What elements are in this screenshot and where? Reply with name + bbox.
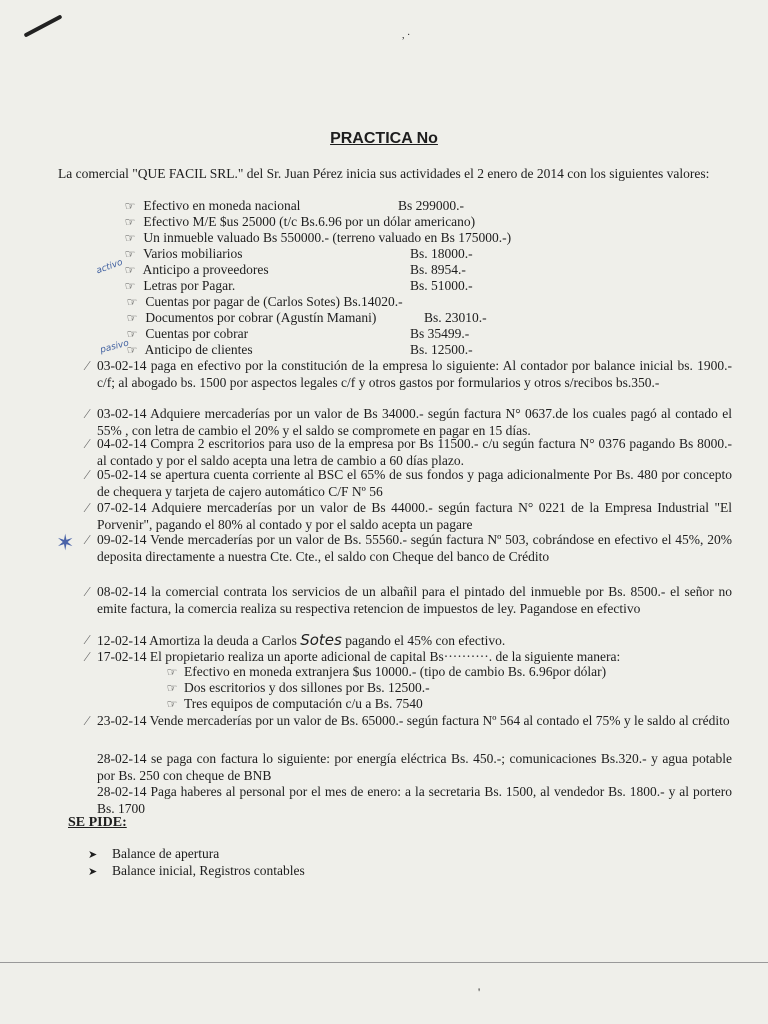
capital-item: ☞ Efectivo en moneda extranjera $us 10000.- (tipo de cambio Bs. 6.96por dólar) [160, 664, 606, 680]
pointing-hand-icon: ☞ [166, 697, 178, 711]
asset-item: ☞ Anticipo a proveedores Bs. 8954.- [120, 262, 269, 278]
pointing-hand-icon: ☞ [126, 311, 138, 325]
requirement-item: ➤ Balance de apertura [88, 846, 220, 861]
asset-item: ☞ Documentos por cobrar (Agustín Mamani) Bs. 23010.- [122, 310, 376, 326]
pointing-hand-icon: ☞ [126, 343, 138, 357]
margin-note: pasivo [99, 338, 131, 356]
page-edge-line [0, 962, 768, 963]
journal-entry: 28-02-14 Paga haberes al personal por el mes de enero: a la secretaria Bs. 1500, al vendedor Bs. 1800.- y al portero Bs. 1700 [97, 784, 732, 816]
journal-entry: ∕ 04-02-14 Compra 2 escritorios para uso de la empresa por Bs 11500.- c/u según factura N° 0376 pagando Bs 8000.- al contado y por el saldo acepta una letra de cambio a 60 días plazo. [86, 436, 732, 468]
journal-entry: 28-02-14 se paga con factura lo siguiente: por energía eléctrica Bs. 450.-; comunicaciones Bs.320.- y agua potable por Bs. 250 con cheque de BNB [97, 751, 732, 783]
pointing-hand-icon: ☞ [166, 665, 178, 679]
asset-item: ☞ Varios mobiliarios Bs. 18000.- [120, 246, 243, 262]
pointing-hand-icon: ☞ [124, 279, 136, 293]
requirement-item: ➤ Balance inicial, Registros contables [88, 863, 305, 878]
capital-item: ☞ Tres equipos de computación c/u a Bs. 7540 [160, 696, 423, 712]
asset-item: ☞ Letras por Pagar. Bs. 51000.- [120, 278, 235, 294]
arrow-bullet-icon: ➤ [88, 849, 98, 861]
intro-paragraph: La comercial "QUE FACIL SRL." del Sr. Juan Pérez inicia sus actividades el 2 enero de 2014 con los siguientes valores: [58, 166, 710, 181]
capital-item: ☞ Dos escritorios y dos sillones por Bs. 12500.- [160, 680, 430, 696]
asset-item: ☞ Efectivo en moneda nacional Bs 299000.- [120, 198, 300, 214]
top-dots: , · [402, 30, 411, 41]
handwritten-name: Sotes [300, 631, 342, 649]
star-mark: ✶ [56, 530, 75, 555]
journal-entry: ∕ 03-02-14 paga en efectivo por la constitución de la empresa lo siguiente: Al contador por balance inicial bs. 1900.-c/f; al abogado bs. 1500 por aspectos legales c/f y otros gastos por formularios y otros s/recibos bs.350.- [86, 358, 732, 390]
arrow-bullet-icon: ➤ [88, 866, 98, 878]
pointing-hand-icon: ☞ [124, 231, 136, 245]
bottom-mark: ' [478, 985, 481, 999]
pointing-hand-icon: ☞ [124, 215, 136, 229]
journal-entry: ∕ 05-02-14 se apertura cuenta corriente al BSC el 65% de sus fondos y paga adicionalmente Por Bs. 480 por concepto de chequera y tarjeta de cajero automático C/F Nº 56 [86, 467, 732, 499]
pointing-hand-icon: ☞ [126, 327, 138, 341]
asset-item: ☞ Efectivo M/E $us 25000 (t/c Bs.6.96 por un dólar americano) [120, 214, 475, 230]
pointing-hand-icon: ☞ [124, 263, 136, 277]
journal-entry: ∕ 23-02-14 Vende mercaderías por un valor de Bs. 65000.- según factura Nº 564 al contado el 75% y le saldo al crédito [86, 713, 730, 728]
pointing-hand-icon: ☞ [124, 247, 136, 261]
asset-item: ☞ Un inmueble valuado Bs 550000.- (terreno valuado en Bs 175000.-) [120, 230, 511, 246]
section-heading: SE PIDE: [68, 815, 127, 830]
asset-item: ☞ Cuentas por cobrar Bs 35499.- [122, 326, 248, 342]
journal-entry: ∕ 17-02-14 El propietario realiza un aporte adicional de capital Bs··········. de la siguiente manera: [86, 649, 621, 664]
margin-note: activo [95, 257, 125, 277]
pointing-hand-icon: ☞ [124, 199, 136, 213]
pen-stroke [24, 14, 63, 37]
pointing-hand-icon: ☞ [126, 295, 138, 309]
asset-item: ☞ Anticipo de clientes Bs. 12500.- [122, 342, 253, 358]
journal-entry: ∕ 07-02-14 Adquiere mercaderías por un valor de Bs 44000.- según factura N° 0221 de la Empresa Industrial "El Porvenir", pagando el 80% al contado y por el saldo acepta un pagare [86, 500, 732, 532]
journal-entry: ∕ 09-02-14 Vende mercaderías por un valor de Bs. 55560.- según factura Nº 503, cobrándose en efectivo el 45%, 20% deposita directamente a nuestra Cte. Cte., el saldo con Cheque del banco de Crédito [86, 532, 732, 564]
journal-entry: ∕ 08-02-14 la comercial contrata los servicios de un albañil para el pintado del inmueble por Bs. 8500.- el señor no emite factura, la comercia realiza su respectiva retencion de impuestos de ley. Pagandose en efectivo [86, 584, 732, 616]
pointing-hand-icon: ☞ [166, 681, 178, 695]
journal-entry: ∕ 12-02-14 Amortiza la deuda a Carlos Sotes pagando el 45% con efectivo. [86, 631, 506, 649]
journal-entry: ∕ 03-02-14 Adquiere mercaderías por un valor de Bs 34000.- según factura N° 0637.de los cuales pagó al contado el 55% , con letra de cambio el 20% y el saldo se compromete en pagar en 15 días. [86, 406, 732, 438]
asset-item: ☞ Cuentas por pagar de (Carlos Sotes) Bs.14020.- [122, 294, 403, 310]
page-title: PRACTICA No [330, 130, 438, 147]
